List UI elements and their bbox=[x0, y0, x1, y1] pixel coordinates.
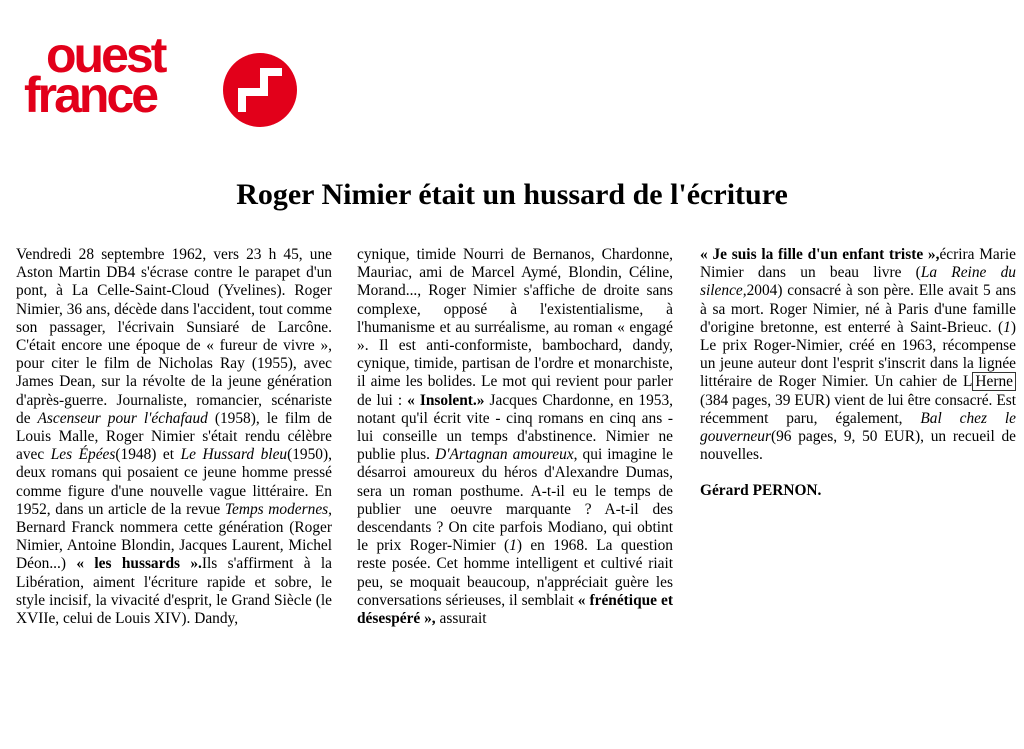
bold-quote: « les hussards ». bbox=[76, 555, 202, 573]
boxed-word: Herne bbox=[972, 372, 1016, 391]
text-run: cynique, timide Nourri de Bernanos, Chardonne, Mauriac, ami de Marcel Aymé, Blondin, Céline, Morand..., Roger Nimier s'affiche de droite sans complexe, opposé à l'existentialisme, à l'humanisme et au surréalisme, au roman « engagé ». Il est anti-conformiste, bambochard, dandy, cynique, timide, partisan de l'ordre et monarchiste, il aime les bolides. Le mot qui revient pour parler de lui : bbox=[357, 246, 673, 409]
bold-quote: « Insolent.» bbox=[407, 391, 485, 409]
ouest-france-logo bbox=[22, 22, 284, 128]
text-run: Jacques Chardonne, en 1953, notant qu'il écrit vite - cinq romans en cinq ans - lui conseille un temps d'abstinence. Nimier ne publie plus. bbox=[357, 391, 673, 464]
text-run: , qui imagine le désarroi amoureux du héros d'Alexandre Dumas, sera un roman posthume. A-t-il eu le temps de publier une oeuvre marquante ? A-t-il des descendants ? On cite parfois Modiano, qui obtint le prix Roger-Nimier ( bbox=[357, 446, 673, 555]
italic-title: Bal chez le gouverneur bbox=[700, 409, 1016, 446]
column-1-text bbox=[16, 246, 332, 628]
text-run: assurait bbox=[435, 610, 487, 628]
italic-title: La Reine du silence, bbox=[700, 264, 1016, 300]
text-run: Ils s'affirment à la Libération, aiment l'écriture rapide et sobre, le style incisif, la vivacité d'esprit, le Grand Siècle (le XVIIe, celui de Louis XIV). Dandy, bbox=[16, 555, 332, 628]
text-run: ) en 1968. La question reste posée. Cet homme intelligent et cultivé riait peu, se moquait beaucoup, n'appréciait guère les conversations sérieuses, il semblait bbox=[357, 537, 673, 609]
logo-word-ouest: ouest bbox=[46, 27, 165, 83]
text-run: , Bernard Franck nommera cette génération (Roger Nimier, Antoine Blondin, Jacques Laurent, Michel Déon...) bbox=[16, 500, 332, 573]
italic-footnote: 1 bbox=[509, 537, 517, 555]
italic-title: D'Artagnan amoureux bbox=[435, 446, 574, 464]
italic-title: Ascenseur pour l'échafaud bbox=[37, 409, 208, 427]
column-3-text bbox=[700, 246, 1016, 464]
text-run: (1950), deux romans qui posaient ce jeune homme pressé comme figure d'une nouvelle vague littéraire. En 1952, dans un article de la revue bbox=[16, 446, 332, 518]
text-run: (384 pages, 39 EUR) vient de lui être consacré. Est récemment paru, également, bbox=[700, 391, 1016, 427]
text-run: Vendredi 28 septembre 1962, vers 23 h 45, une Aston Martin DB4 s'écrase contre le parapet d'un pont, à La Celle-Saint-Cloud (Yvelines). Roger Nimier, 36 ans, décède dans l'accident, tout comme son passager, l'écrivain Sunsiaré de Larcône. C'était encore une époque de « fureur de vivre », pour citer le film de Nicholas Ray (1955), avec James Dean, sur la révolte de la jeune génération d'après-guerre. Journaliste, romancier, scénariste de bbox=[16, 246, 332, 427]
article-column-1 bbox=[16, 246, 332, 628]
bold-quote: « Je suis la fille d'un enfant triste », bbox=[700, 246, 940, 263]
author-signature: Gérard PERNON. bbox=[700, 482, 822, 500]
bold-quote: « frénétique et désespéré », bbox=[357, 591, 673, 628]
column-2-text bbox=[357, 246, 673, 628]
text-run: (1958), le film de Louis Malle, Roger Nimier s'était rendu célèbre avec bbox=[16, 409, 332, 464]
text-run: ) Le prix Roger-Nimier, créé en 1963, récompense un jeune auteur dont l'esprit s'inscrit dans la lignée littéraire de Roger Nimier. Un cahier de L bbox=[700, 318, 1016, 391]
logo-word-france: france bbox=[24, 67, 157, 123]
text-run: 2004) consacré à son père. Elle avait 5 ans à sa mort. Roger Nimier, né à Paris d'une famille d'origine bretonne, est enterré à Saint-Brieuc. ( bbox=[700, 282, 1016, 336]
text-run: (1948) et bbox=[115, 446, 181, 464]
article-title: Roger Nimier était un hussard de l'écriture bbox=[236, 178, 788, 211]
italic-title: Le Hussard bleu bbox=[180, 446, 288, 464]
logo-mark-icon bbox=[222, 52, 298, 128]
italic-title: Les Épées bbox=[50, 446, 116, 464]
text-run: (96 pages, 9, 50 EUR), un recueil de nouvelles. bbox=[700, 428, 1016, 464]
italic-footnote: 1 bbox=[1003, 318, 1011, 336]
text-run: écrira Marie Nimier dans un beau livre ( bbox=[700, 246, 1016, 282]
italic-title: Temps modernes bbox=[224, 500, 329, 518]
article-column-2 bbox=[357, 246, 673, 628]
article-column-3 bbox=[700, 246, 1016, 501]
